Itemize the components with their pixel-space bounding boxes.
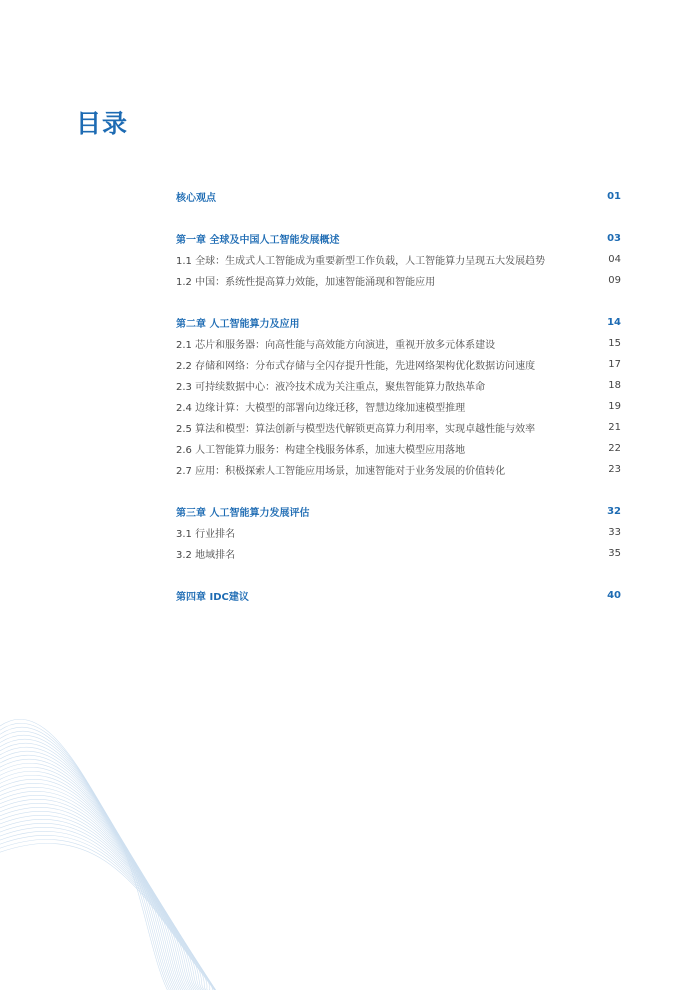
toc-section-3-1[interactable] xyxy=(176,522,621,543)
toc-label: 2.6 人工智能算力服务：构建全栈服务体系，加速大模型应用落地 xyxy=(176,445,466,456)
toc-section-3-2[interactable] xyxy=(176,543,621,564)
toc-section-2-5[interactable] xyxy=(176,417,621,438)
toc-page-number: 17 xyxy=(608,359,621,370)
wave-line xyxy=(0,759,190,990)
wave-line xyxy=(0,739,180,990)
wave-line xyxy=(0,751,186,990)
decorative-wave-lines xyxy=(0,700,240,990)
wave-line xyxy=(0,835,228,990)
toc-label: 2.7 应用：积极探索人工智能应用场景，加速智能对于业务发展的价值转化 xyxy=(176,466,506,477)
toc-page-number: 22 xyxy=(608,443,621,454)
toc-label: 3.2 地域排名 xyxy=(176,550,236,561)
toc-page-number: 09 xyxy=(608,275,621,286)
wave-line xyxy=(0,727,174,990)
wave-line xyxy=(0,723,172,990)
toc-page-number: 19 xyxy=(608,401,621,412)
toc-page-number: 15 xyxy=(608,338,621,349)
toc-section-2-2[interactable] xyxy=(176,354,621,375)
toc-label: 第二章 人工智能算力及应用 xyxy=(176,319,300,330)
toc-page-number: 32 xyxy=(607,506,621,517)
wave-line xyxy=(0,731,176,990)
wave-line xyxy=(0,839,231,990)
toc-label: 3.1 行业排名 xyxy=(176,529,236,540)
toc-label: 2.4 边缘计算：大模型的部署向边缘迁移，智慧边缘加速模型推理 xyxy=(176,403,466,414)
toc-page-number: 01 xyxy=(607,191,621,202)
toc-label: 2.2 存储和网络：分布式存储与全闪存提升性能，先进网络架构优化数据访问速度 xyxy=(176,361,536,372)
toc-section-2-7[interactable] xyxy=(176,459,621,480)
wave-line xyxy=(0,827,224,990)
toc-label: 第三章 人工智能算力发展评估 xyxy=(176,508,310,519)
wave-line xyxy=(0,819,220,990)
toc-section-2-3[interactable] xyxy=(176,375,621,396)
toc-core-views[interactable] xyxy=(176,186,621,207)
wave-line xyxy=(0,795,208,990)
toc-section-1-1[interactable] xyxy=(176,249,621,270)
toc-chapter-4[interactable] xyxy=(176,585,621,606)
wave-line xyxy=(0,823,222,990)
toc-page-number: 40 xyxy=(607,590,621,601)
toc-label: 2.5 算法和模型：算法创新与模型迭代解锁更高算力利用率，实现卓越性能与效率 xyxy=(176,424,536,435)
toc-label: 第一章 全球及中国人工智能发展概述 xyxy=(176,235,340,246)
toc-section-2-4[interactable] xyxy=(176,396,621,417)
toc-chapter-3[interactable] xyxy=(176,501,621,522)
toc-page-number: 18 xyxy=(608,380,621,391)
wave-line xyxy=(0,755,188,990)
toc-page-number: 21 xyxy=(608,422,621,433)
wave-line xyxy=(0,735,178,990)
toc-label: 核心观点 xyxy=(176,193,216,204)
toc-label: 1.1 全球：生成式人工智能成为重要新型工作负载，人工智能算力呈现五大发展趋势 xyxy=(176,256,546,267)
toc-section-1-2[interactable] xyxy=(176,270,621,291)
toc-page-number: 03 xyxy=(607,233,621,244)
toc-label: 2.1 芯片和服务器：向高性能与高效能方向演进，重视开放多元体系建设 xyxy=(176,340,496,351)
toc-label: 第四章 IDC建议 xyxy=(176,592,249,603)
toc-section-2-1[interactable] xyxy=(176,333,621,354)
toc-page-number: 33 xyxy=(608,527,621,538)
toc-chapter-1[interactable] xyxy=(176,228,621,249)
toc-label: 2.3 可持续数据中心：液冷技术成为关注重点，聚焦智能算力散热革命 xyxy=(176,382,486,393)
toc-section-2-6[interactable] xyxy=(176,438,621,459)
page-title: 目录 xyxy=(76,109,129,138)
toc-label: 1.2 中国：系统性提高算力效能，加速智能涌现和智能应用 xyxy=(176,277,436,288)
toc-page-number: 23 xyxy=(608,464,621,475)
toc-page-number: 14 xyxy=(607,317,621,328)
toc-chapter-2[interactable] xyxy=(176,312,621,333)
toc-page-number: 35 xyxy=(608,548,621,559)
table-of-contents xyxy=(176,186,621,606)
toc-page-number: 04 xyxy=(608,254,621,265)
